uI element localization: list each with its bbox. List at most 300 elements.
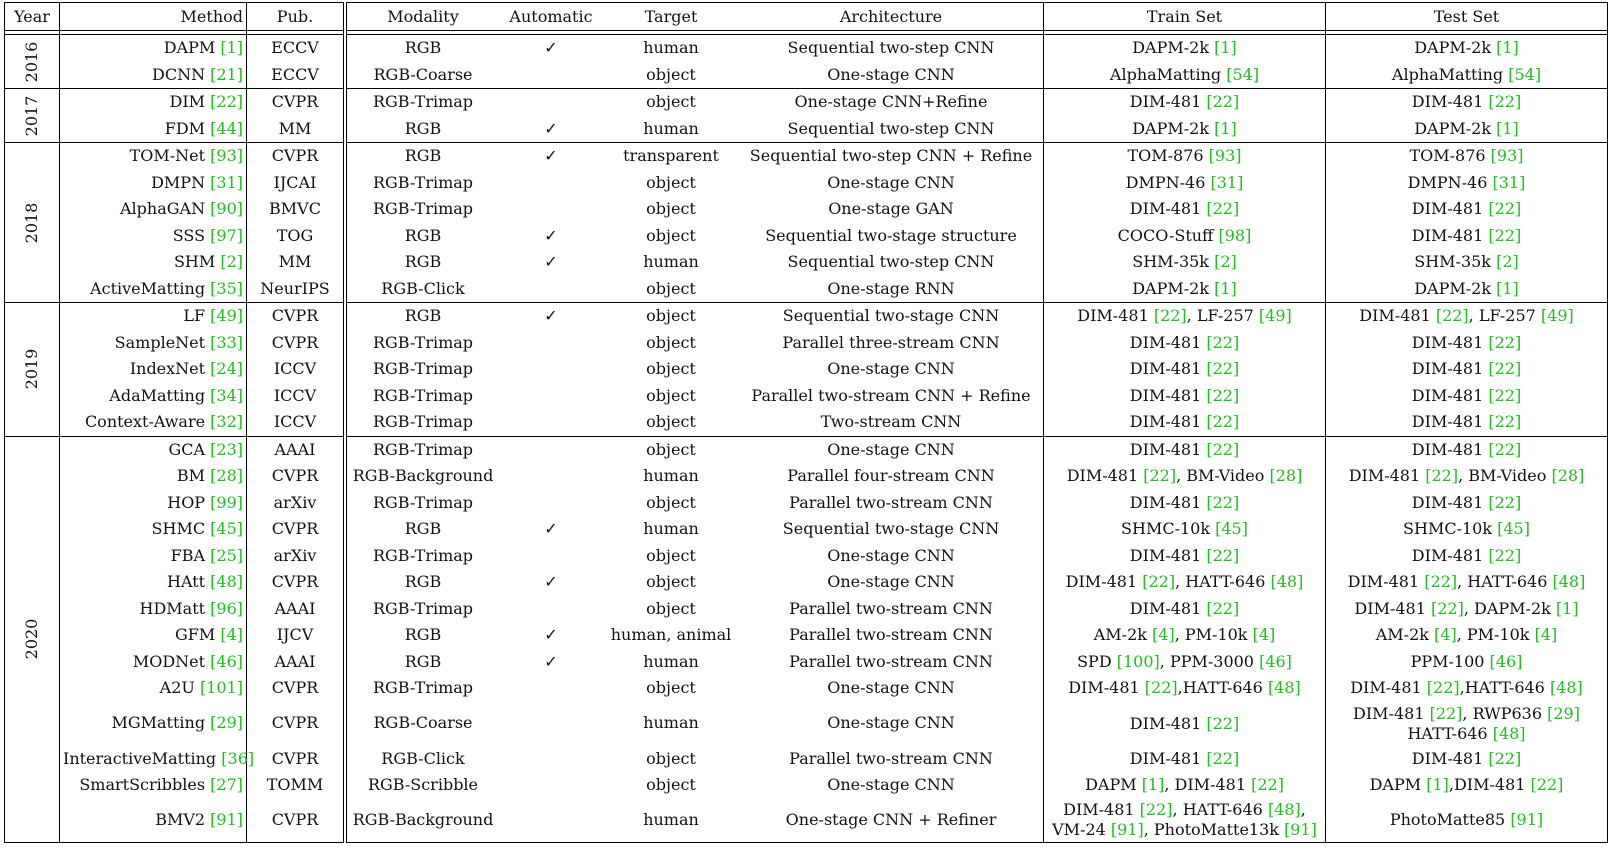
publication-venue: CVPR — [247, 89, 346, 116]
table-row — [5, 516, 1608, 543]
table-row — [5, 170, 1608, 197]
architecture: One-stage GAN — [739, 196, 1044, 223]
citation-ref[interactable]: [1] — [1141, 775, 1165, 794]
test-set: DIM-481 [22], RWP636 [29] HATT-646 [48] — [1326, 702, 1608, 746]
target: human, animal — [610, 625, 732, 644]
train-set: DIM-481 [22],HATT-646 [48] — [1044, 675, 1326, 702]
citation-ref[interactable]: [22] — [1488, 225, 1522, 245]
citation-ref[interactable]: [24] — [210, 359, 243, 378]
train-set: DIM-481 [22] — [1044, 543, 1326, 570]
checkmark-icon: ✓ — [544, 572, 558, 591]
modality: RGB-Trimap — [345, 330, 499, 357]
method-name: AdaMatting [34] — [60, 383, 247, 410]
train-set: DIM-481 [22], LF-257 [49] — [1044, 303, 1326, 330]
citation-ref[interactable]: [22] — [1488, 492, 1522, 512]
modality: RGB — [345, 516, 499, 543]
architecture: One-stage CNN — [739, 569, 1044, 596]
architecture: Parallel three-stream CNN — [739, 330, 1044, 357]
citation-ref[interactable]: [49] — [1540, 306, 1574, 325]
modality: RGB-Trimap — [345, 409, 499, 436]
modality: RGB — [345, 116, 499, 143]
citation-ref[interactable]: [27] — [210, 775, 243, 794]
method-name: FDM [44] — [60, 116, 247, 143]
citation-ref[interactable]: [54] — [1508, 64, 1542, 84]
automatic-check — [499, 543, 603, 570]
train-set: DIM-481 [22] — [1044, 330, 1326, 357]
test-set: DIM-481 [22] — [1326, 330, 1608, 357]
publication-venue: arXiv — [247, 543, 346, 570]
citation-ref[interactable]: [2] — [1496, 252, 1519, 271]
test-set: DIM-481 [22] — [1326, 223, 1608, 250]
automatic-check — [499, 116, 603, 143]
modality: RGB — [345, 303, 499, 330]
citation-ref[interactable]: [25] — [210, 545, 243, 565]
publication-venue: CVPR — [247, 675, 346, 702]
target: object — [646, 332, 696, 352]
citation-ref[interactable]: [101] — [199, 678, 243, 697]
citation-ref[interactable]: [22] — [1488, 92, 1522, 111]
modality: RGB-Trimap — [345, 196, 499, 223]
publication-venue: ECCV — [247, 35, 346, 62]
architecture: One-stage CNN — [739, 702, 1044, 746]
citation-ref[interactable]: [22] — [1206, 545, 1240, 565]
header-architecture: Architecture — [739, 3, 1044, 31]
citation-ref[interactable]: [28] — [210, 466, 243, 485]
publication-venue: MM — [247, 116, 346, 143]
modality: RGB-Trimap — [345, 89, 499, 116]
test-set: DIM-481 [22] — [1326, 436, 1608, 463]
architecture: Parallel two-stream CNN — [739, 746, 1044, 773]
method-name: FBA [25] — [60, 543, 247, 570]
architecture: Sequential two-stage CNN — [739, 516, 1044, 543]
method-name: SmartScribbles [27] — [60, 772, 247, 799]
checkmark-icon: ✓ — [544, 252, 558, 271]
citation-ref[interactable]: [22] — [1488, 412, 1522, 431]
train-set: COCO-Stuff [98] — [1044, 223, 1326, 250]
year-cell — [5, 143, 60, 303]
method-name: HAtt [48] — [60, 569, 247, 596]
automatic-check — [499, 772, 603, 799]
citation-ref[interactable]: [93] — [1490, 146, 1524, 165]
method-name: DCNN [21] — [60, 62, 247, 89]
automatic-check — [499, 649, 603, 676]
automatic-check — [499, 383, 603, 410]
citation-ref[interactable]: [1] — [1214, 38, 1237, 57]
citation-ref[interactable]: [46] — [210, 651, 243, 671]
modality: RGB-Trimap — [345, 596, 499, 623]
modality: RGB — [345, 35, 499, 62]
table-row — [5, 143, 1608, 170]
automatic-check — [499, 330, 603, 357]
publication-venue: TOG — [247, 223, 346, 250]
test-set: TOM-876 [93] — [1326, 143, 1608, 170]
train-set: DMPN-46 [31] — [1044, 170, 1326, 197]
citation-ref[interactable]: [4] — [1152, 625, 1175, 644]
citation-ref[interactable]: [48] — [1267, 800, 1301, 820]
modality: RGB — [345, 249, 499, 276]
citation-ref[interactable]: [100] — [1116, 651, 1160, 671]
citation-ref[interactable]: [22] — [1488, 385, 1522, 405]
table-row — [5, 463, 1608, 490]
test-set: DIM-481 [22] — [1326, 746, 1608, 773]
citation-ref[interactable]: [49] — [210, 306, 243, 325]
modality: RGB-Coarse — [345, 62, 499, 89]
publication-venue: CVPR — [247, 516, 346, 543]
citation-ref[interactable]: [4] — [220, 625, 243, 644]
architecture: Sequential two-step CNN — [739, 116, 1044, 143]
automatic-check — [499, 463, 603, 490]
test-set: DIM-481 [22] — [1326, 89, 1608, 116]
modality: RGB — [345, 143, 499, 170]
citation-ref[interactable]: [22] — [1488, 199, 1522, 218]
header-row — [5, 3, 1608, 31]
checkmark-icon: ✓ — [544, 146, 558, 165]
automatic-check — [499, 196, 603, 223]
target: object — [646, 92, 696, 111]
citation-ref[interactable]: [22] — [1206, 385, 1240, 405]
citation-ref[interactable]: [97] — [210, 225, 243, 245]
architecture: One-stage CNN — [739, 675, 1044, 702]
citation-ref[interactable]: [96] — [210, 598, 243, 618]
citation-ref[interactable]: [22] — [1430, 598, 1464, 618]
test-set: DAPM-2k [1] — [1326, 276, 1608, 303]
header-pub: Pub. — [247, 3, 346, 31]
target: object — [646, 199, 696, 218]
train-set: DIM-481 [22] — [1044, 490, 1326, 517]
train-set: DIM-481 [22], BM-Video [28] — [1044, 463, 1326, 490]
citation-ref[interactable]: [22] — [1142, 572, 1176, 591]
test-set: DAPM [1],DIM-481 [22] — [1326, 772, 1608, 799]
modality: RGB-Scribble — [345, 772, 499, 799]
table-row — [5, 116, 1608, 143]
automatic-check — [499, 746, 603, 773]
test-set: PhotoMatte85 [91] — [1326, 799, 1608, 843]
checkmark-icon: ✓ — [544, 225, 558, 245]
method-name: DMPN [31] — [60, 170, 247, 197]
target: object — [603, 409, 739, 436]
target: object — [603, 62, 739, 89]
citation-ref[interactable]: [22] — [1206, 199, 1240, 218]
table-row — [5, 89, 1608, 116]
modality: RGB-Trimap — [345, 675, 499, 702]
modality: RGB — [345, 622, 499, 649]
test-set: DIM-481 [22] — [1326, 490, 1608, 517]
architecture: Parallel two-stream CNN — [739, 490, 1044, 517]
citation-ref[interactable]: [22] — [1488, 359, 1522, 378]
train-set: DAPM-2k [1] — [1044, 35, 1326, 62]
methods-table-container — [4, 2, 1586, 843]
citation-ref[interactable]: [4] — [1534, 625, 1558, 644]
method-name: Context-Aware [32] — [60, 409, 247, 436]
citation-ref[interactable]: [36] — [221, 748, 255, 768]
architecture: One-stage CNN — [739, 356, 1044, 383]
citation-ref[interactable]: [22] — [1206, 332, 1240, 352]
test-set: DAPM-2k [1] — [1326, 35, 1608, 62]
modality: RGB-Trimap — [345, 356, 499, 383]
table-row — [5, 356, 1608, 383]
table-row — [5, 543, 1608, 570]
table-row — [5, 649, 1608, 676]
citation-ref[interactable]: [1] — [1496, 38, 1519, 57]
table-row — [5, 675, 1608, 702]
target: object — [646, 225, 696, 245]
citation-ref[interactable]: [4] — [1434, 625, 1457, 644]
train-set: DIM-481 [22] — [1044, 596, 1326, 623]
target: human — [643, 38, 699, 57]
train-set: DIM-481 [22] — [1044, 383, 1326, 410]
citation-ref[interactable]: [22] — [1251, 775, 1284, 794]
citation-ref[interactable]: [48] — [1267, 678, 1301, 697]
citation-ref[interactable]: [22] — [210, 92, 243, 111]
citation-ref[interactable]: [22] — [1206, 439, 1240, 459]
table-row — [5, 383, 1608, 410]
citation-ref[interactable]: [31] — [1210, 172, 1244, 192]
citation-ref[interactable]: [2] — [1214, 252, 1237, 271]
automatic-check — [499, 516, 603, 543]
header-train-set: Train Set — [1044, 3, 1326, 31]
train-set: DIM-481 [22] — [1044, 436, 1326, 463]
citation-ref[interactable]: [1] — [1426, 775, 1449, 794]
publication-venue: CVPR — [247, 303, 346, 330]
target: object — [646, 172, 696, 192]
citation-ref[interactable]: [98] — [1218, 225, 1252, 245]
test-set: DIM-481 [22], HATT-646 [48] — [1326, 569, 1608, 596]
architecture: Sequential two-step CNN — [739, 35, 1044, 62]
method-name: BMV2 [91] — [60, 799, 247, 843]
test-set: DIM-481 [22] — [1326, 543, 1608, 570]
citation-ref[interactable]: [44] — [210, 118, 243, 138]
train-set: DIM-481 [22], HATT-646 [48] — [1044, 569, 1326, 596]
automatic-check — [499, 799, 603, 843]
citation-ref[interactable]: [22] — [1425, 466, 1459, 485]
modality: RGB-Background — [345, 463, 499, 490]
train-set: TOM-876 [93] — [1044, 143, 1326, 170]
architecture: One-stage RNN — [739, 276, 1044, 303]
architecture: Two-stream CNN — [739, 409, 1044, 436]
citation-ref[interactable]: [22] — [1206, 598, 1240, 618]
target: human — [643, 519, 699, 538]
citation-ref[interactable]: [90] — [210, 199, 243, 218]
method-name: IndexNet [24] — [60, 356, 247, 383]
test-set: DIM-481 [22], LF-257 [49] — [1326, 303, 1608, 330]
citation-ref[interactable]: [45] — [1497, 519, 1530, 538]
method-name: BM [28] — [60, 463, 247, 490]
train-set: DIM-481 [22], HATT-646 [48], VM-24 [91], PhotoMatte13k [91] — [1044, 799, 1326, 843]
citation-ref[interactable]: [22] — [1435, 306, 1469, 325]
publication-venue: NeurIPS — [247, 276, 346, 303]
citation-ref[interactable]: [22] — [1488, 748, 1522, 768]
architecture: Sequential two-step CNN — [739, 249, 1044, 276]
automatic-check — [499, 675, 603, 702]
citation-ref[interactable]: [22] — [1488, 545, 1522, 565]
table-row — [5, 436, 1608, 463]
citation-ref[interactable]: [32] — [210, 412, 243, 431]
test-set: PPM-100 [46] — [1326, 649, 1608, 676]
train-set: DIM-481 [22] — [1044, 746, 1326, 773]
citation-ref[interactable]: [91] — [1110, 820, 1144, 840]
publication-venue: CVPR — [247, 746, 346, 773]
citation-ref[interactable]: [91] — [1284, 820, 1317, 840]
table-row — [5, 702, 1608, 746]
architecture: One-stage CNN — [739, 543, 1044, 570]
test-set: AM-2k [4], PM-10k [4] — [1326, 622, 1608, 649]
publication-venue: AAAI — [247, 436, 346, 463]
target: object — [603, 276, 739, 303]
citation-ref[interactable]: [46] — [1489, 651, 1523, 671]
target: object — [646, 598, 696, 618]
table-body — [5, 35, 1608, 843]
citation-ref[interactable]: [21] — [210, 64, 243, 84]
test-set: DIM-481 [22],HATT-646 [48] — [1326, 675, 1608, 702]
year-label: 2020 — [21, 618, 41, 660]
publication-venue: BMVC — [247, 196, 346, 223]
method-name: ActiveMatting [35] — [60, 276, 247, 303]
citation-ref[interactable]: [48] — [1270, 572, 1304, 591]
citation-ref[interactable]: [29] — [1547, 703, 1580, 723]
citation-ref[interactable]: [28] — [1551, 466, 1585, 485]
test-set: DIM-481 [22], DAPM-2k [1] — [1326, 596, 1608, 623]
target: human — [603, 799, 739, 843]
citation-ref[interactable]: [1] — [1496, 278, 1519, 298]
publication-venue: IJCV — [247, 622, 346, 649]
method-name: DAPM [1] — [60, 35, 247, 62]
citation-ref[interactable]: [23] — [210, 439, 243, 459]
target: transparent — [623, 146, 719, 165]
citation-ref[interactable]: [22] — [1143, 466, 1177, 485]
test-set: DIM-481 [22] — [1326, 356, 1608, 383]
citation-ref[interactable]: [45] — [210, 519, 243, 538]
citation-ref[interactable]: [22] — [1139, 800, 1173, 820]
method-name: SHMC [45] — [60, 516, 247, 543]
citation-ref[interactable]: [49] — [1258, 306, 1292, 325]
citation-ref[interactable]: [22] — [1206, 92, 1240, 111]
citation-ref[interactable]: [48] — [1492, 723, 1526, 743]
publication-venue: CVPR — [247, 143, 346, 170]
citation-ref[interactable]: [22] — [1206, 359, 1240, 378]
citation-ref[interactable]: [93] — [1208, 146, 1242, 165]
citation-ref[interactable]: [34] — [210, 385, 243, 405]
citation-ref[interactable]: [22] — [1530, 775, 1564, 794]
automatic-check — [499, 702, 603, 746]
header-target: Target — [603, 3, 739, 31]
architecture: One-stage CNN — [739, 170, 1044, 197]
architecture: One-stage CNN — [739, 436, 1044, 463]
citation-ref[interactable]: [1] — [1214, 278, 1237, 298]
citation-ref[interactable]: [22] — [1206, 492, 1240, 512]
table-row — [5, 409, 1608, 436]
citation-ref[interactable]: [48] — [210, 572, 243, 591]
train-set: SPD [100], PPM-3000 [46] — [1044, 649, 1326, 676]
architecture: One-stage CNN — [739, 62, 1044, 89]
modality: RGB-Trimap — [345, 383, 499, 410]
citation-ref[interactable]: [4] — [1252, 625, 1276, 644]
test-set: AlphaMatting [54] — [1326, 62, 1608, 89]
citation-ref[interactable]: [91] — [210, 810, 243, 829]
citation-ref[interactable]: [22] — [1426, 678, 1460, 697]
citation-ref[interactable]: [1] — [1496, 118, 1519, 138]
architecture: Sequential two-stage structure — [739, 223, 1044, 250]
train-set: DIM-481 [22] — [1044, 89, 1326, 116]
method-name: MGMatting [29] — [60, 702, 247, 746]
method-name: A2U [101] — [60, 675, 247, 702]
citation-ref[interactable]: [22] — [1424, 572, 1458, 591]
automatic-check — [499, 409, 603, 436]
header-method: Method — [60, 3, 247, 31]
target: human — [643, 252, 699, 271]
citation-ref[interactable]: [45] — [1215, 519, 1248, 538]
train-set: DAPM-2k [1] — [1044, 116, 1326, 143]
test-set: DIM-481 [22] — [1326, 409, 1608, 436]
citation-ref[interactable]: [22] — [1153, 306, 1187, 325]
table-row — [5, 62, 1608, 89]
citation-ref[interactable]: [93] — [210, 146, 243, 165]
method-name: TOM-Net [93] — [60, 143, 247, 170]
publication-venue: TOMM — [247, 772, 346, 799]
citation-ref[interactable]: [33] — [210, 332, 243, 352]
publication-venue: ICCV — [247, 383, 346, 410]
citation-ref[interactable]: [22] — [1488, 439, 1522, 459]
checkmark-icon: ✓ — [544, 38, 558, 57]
test-set: DMPN-46 [31] — [1326, 170, 1608, 197]
checkmark-icon: ✓ — [544, 651, 558, 671]
citation-ref[interactable]: [22] — [1206, 412, 1240, 431]
citation-ref[interactable]: [1] — [220, 38, 243, 57]
citation-ref[interactable]: [29] — [210, 713, 243, 733]
citation-ref[interactable]: [35] — [210, 278, 243, 298]
architecture: Parallel two-stream CNN + Refine — [739, 383, 1044, 410]
citation-ref[interactable]: [28] — [1269, 466, 1303, 485]
target: human — [603, 116, 739, 143]
train-set: DIM-481 [22] — [1044, 409, 1326, 436]
citation-ref[interactable]: [54] — [1226, 64, 1260, 84]
matting-methods-table — [4, 2, 1608, 843]
method-name: DIM [22] — [60, 89, 247, 116]
citation-ref[interactable]: [48] — [1552, 572, 1586, 591]
year-label: 2019 — [21, 348, 41, 390]
citation-ref[interactable]: [22] — [1429, 703, 1463, 723]
citation-ref[interactable]: [48] — [1549, 678, 1583, 697]
citation-ref[interactable]: [22] — [1206, 748, 1240, 768]
citation-ref[interactable]: [91] — [1510, 810, 1544, 830]
citation-ref[interactable]: [22] — [1206, 713, 1240, 733]
architecture: Parallel two-stream CNN — [739, 649, 1044, 676]
automatic-check — [499, 249, 603, 276]
table-row — [5, 746, 1608, 773]
table-row — [5, 223, 1608, 250]
header-test-set: Test Set — [1326, 3, 1608, 31]
architecture: One-stage CNN+Refine — [739, 89, 1044, 116]
citation-ref[interactable]: [1] — [1214, 118, 1237, 138]
year-cell — [5, 89, 60, 143]
citation-ref[interactable]: [31] — [1492, 172, 1526, 192]
citation-ref[interactable]: [2] — [220, 252, 243, 271]
modality: RGB — [345, 223, 499, 250]
citation-ref[interactable]: [22] — [1144, 678, 1178, 697]
citation-ref[interactable]: [22] — [1488, 332, 1522, 352]
table-row — [5, 799, 1608, 843]
year-label: 2016 — [21, 41, 41, 82]
citation-ref[interactable]: [99] — [210, 492, 243, 512]
method-name: AlphaGAN [90] — [60, 196, 247, 223]
citation-ref[interactable]: [46] — [1259, 651, 1292, 671]
target: object — [646, 439, 696, 459]
citation-ref[interactable]: [31] — [210, 172, 243, 192]
method-name: SSS [97] — [60, 223, 247, 250]
header-year: Year — [5, 3, 60, 31]
citation-ref[interactable]: [1] — [1555, 598, 1579, 618]
year-label: 2018 — [21, 202, 41, 243]
train-set: SHM-35k [2] — [1044, 249, 1326, 276]
